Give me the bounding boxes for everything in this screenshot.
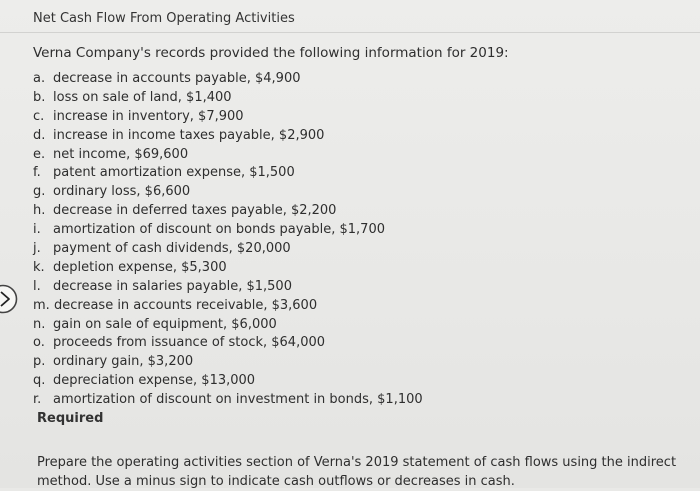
item-letter: k.	[33, 259, 45, 275]
item-text: decrease in accounts receivable, $3,600	[54, 297, 318, 313]
item-text: net income, $69,600	[53, 146, 189, 162]
list-item	[33, 146, 423, 165]
list-item	[33, 259, 423, 278]
item-letter: q.	[33, 373, 46, 389]
item-text: ordinary loss, $6,600	[53, 184, 191, 200]
list-item	[33, 240, 423, 259]
item-text: proceeds from issuance of stock, $64,000	[53, 335, 326, 351]
item-text: depletion expense, $5,300	[53, 259, 227, 275]
item-letter: p.	[33, 354, 46, 370]
list-item	[33, 297, 423, 316]
item-text: loss on sale of land, $1,400	[53, 89, 232, 105]
item-text: increase in income taxes payable, $2,900	[53, 127, 325, 143]
list-item	[33, 278, 423, 297]
item-list	[33, 70, 423, 410]
list-item	[33, 127, 423, 146]
item-text: ordinary gain, $3,200	[53, 354, 194, 370]
item-letter: e.	[33, 146, 46, 162]
list-item	[33, 164, 423, 183]
item-letter: f.	[33, 165, 41, 181]
instructions-text: Prepare the operating activities section of Verna's 2019 statement of cash flows using the indirect method. Use a minus sign to indicate cash outflows or decreases in cash.	[37, 455, 677, 489]
item-letter: b.	[33, 89, 46, 105]
item-letter: h.	[33, 203, 46, 219]
item-letter: m.	[33, 297, 50, 313]
item-letter: d.	[33, 127, 46, 143]
item-letter: r.	[33, 392, 42, 408]
item-letter: i.	[33, 222, 41, 238]
list-item	[33, 353, 423, 372]
intro-text: Verna Company's records provided the following information for 2019:	[33, 45, 509, 61]
item-text: increase in inventory, $7,900	[53, 108, 244, 124]
item-text: decrease in accounts payable, $4,900	[53, 71, 301, 86]
list-item	[33, 108, 423, 127]
item-text: payment of cash dividends, $20,000	[53, 241, 291, 257]
item-text: amortization of discount on investment in bonds, $1,100	[53, 392, 423, 408]
list-item	[33, 89, 423, 108]
list-item	[33, 221, 423, 240]
item-letter: n.	[33, 316, 46, 332]
list-item	[33, 183, 423, 202]
item-text: gain on sale of equipment, $6,000	[53, 316, 277, 332]
item-letter: c.	[33, 108, 45, 124]
current-item-arrow-icon	[0, 284, 22, 314]
item-text: depreciation expense, $13,000	[53, 373, 256, 389]
title-divider	[0, 32, 700, 33]
item-text: decrease in deferred taxes payable, $2,200	[53, 203, 337, 219]
item-letter: j.	[33, 241, 41, 257]
list-item	[33, 70, 423, 89]
item-letter: o.	[33, 335, 45, 351]
item-letter: a.	[33, 71, 46, 86]
item-text: decrease in salaries payable, $1,500	[53, 278, 292, 294]
list-item	[33, 316, 423, 335]
item-letter: g.	[33, 184, 46, 200]
item-text: patent amortization expense, $1,500	[53, 165, 295, 181]
required-heading: Required	[37, 411, 104, 426]
list-item	[33, 334, 423, 353]
list-item	[33, 391, 423, 410]
list-item	[33, 372, 423, 391]
list-item	[33, 202, 423, 221]
item-text: amortization of discount on bonds payable, $1,700	[53, 222, 385, 238]
page-title: Net Cash Flow From Operating Activities	[33, 11, 295, 26]
item-letter: l.	[33, 278, 41, 294]
